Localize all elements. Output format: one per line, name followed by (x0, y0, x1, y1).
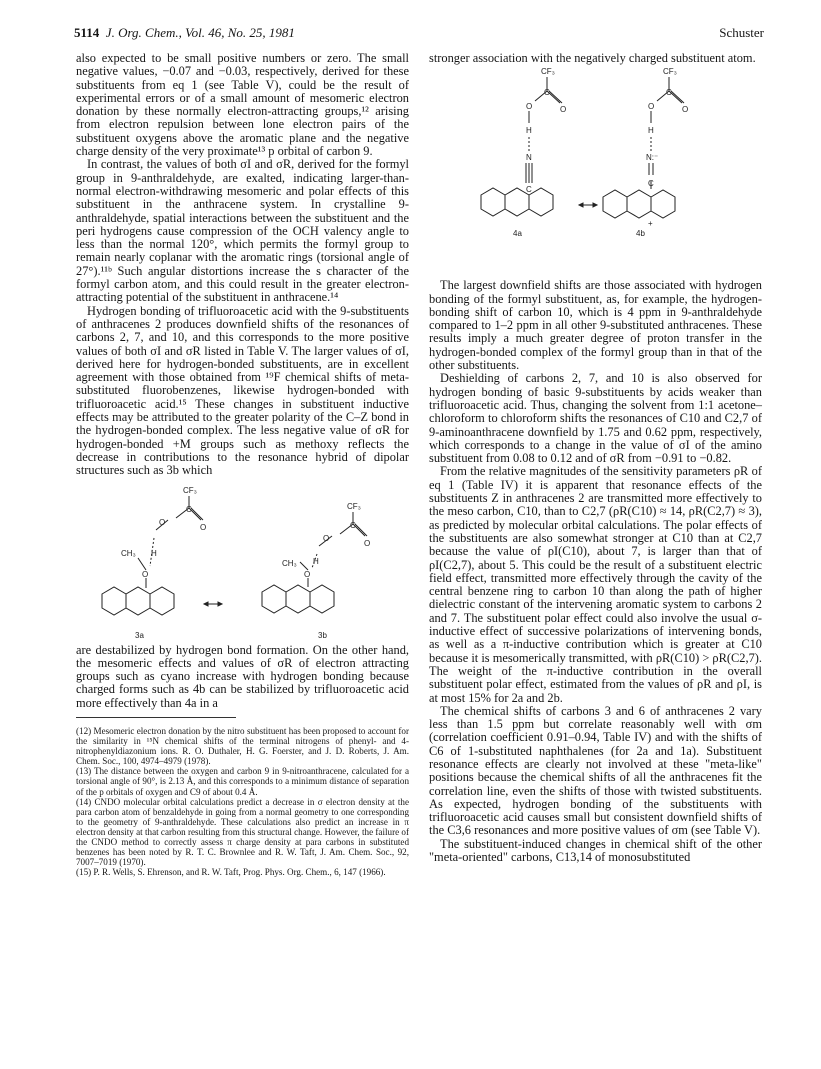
positive-charge-label: + (648, 219, 653, 229)
paragraph: The substituent-induced changes in chemical shift of the other "meta-oriented" carbons, C13,14 of monosubstituted (429, 836, 762, 865)
hydrogen-label: H (526, 126, 532, 136)
carbon-label: C (648, 179, 654, 189)
compound-label: 3a (135, 630, 144, 640)
methyl-label: CH₃ (282, 558, 297, 568)
oxygen-label: O (304, 569, 311, 579)
oxygen-label: O (200, 522, 207, 532)
oxygen-label: O (364, 538, 371, 548)
cf3-label: CF₃ (183, 485, 197, 495)
paragraph: In contrast, the values of both σI and σR, derived for the formyl group in 9-anthraldehyde, are exalted, indicating larger-than-normal electron-withdrawing mesomeric and polar effects of this substituent in the anthracene system. In crystalline 9-anthraldehyde, spatial interactions between the substituent and the peri hydrogens cause compression of the OCH valency angle to less than the normal 120°, which permits the formyl group to remain nearly coplanar with the aromatic rings (torsional angle of 27°).¹¹ᵇ Such angular distortions increase the s character of the formyl carbon atom, and this could result in the greater electron-attracting potential of the substituent in anthracene.¹⁴ (76, 157, 409, 305)
oxygen-label: O (648, 102, 655, 112)
structure-figure-3 (76, 478, 409, 644)
paragraph: stronger association with the negatively charged substituent atom. (429, 51, 756, 65)
footnote: (15) P. R. Wells, S. Ehrenson, and R. W. Taft, Prog. Phys. Org. Chem., 6, 147 (1966). (76, 867, 386, 878)
carbon-label: C (544, 88, 550, 98)
oxygen-label: O (526, 102, 533, 112)
compound-label: 4a (513, 229, 522, 239)
carbon-label: C (666, 88, 672, 98)
oxygen-label: O (159, 517, 166, 527)
nitrogen-label: N (526, 153, 532, 163)
compound-label: 3b (318, 630, 327, 640)
carbon-label: C (186, 504, 192, 514)
oxygen-label: O (323, 533, 330, 543)
footnote: (14) CNDO molecular orbital calculations predict a decrease in σ electron density at the para carbon atom of benzaldehyde in going from a normal geometry to one corresponding to the geometry of 9-anthraldehyde. These calculations also predict an increase in π electron density at that carbon resulting from this structural change. However, the failure of the CNDO method to correctly assess π charge density at para carbons in substituted benzenes has been noted by R. T. C. Brownlee and R. W. Taft, J. Am. Chem. Soc., 92, 7007–7019 (1970). (76, 796, 409, 868)
footnote: (13) The distance between the oxygen and carbon 9 in 9-nitroanthracene, calculated for a torsional angle of 90°, is 2.13 Å, and this corresponds to a minimum distance of separation of the p orbitals of oxygen and C9 of about 0.4 Å. (76, 766, 409, 797)
compound-label: 4b (636, 229, 645, 239)
paragraph: Hydrogen bonding of trifluoroacetic acid with the 9-substituents of anthracenes 2 produces downfield shifts of the resonances of carbons 2, 7, and 10, and this corresponds to the more positive values of both σI and σR listed in Table V. The larger values of σI, derived here for hydrogen-bonded substituents, are in excellent agreement with those obtained from ¹⁹F chemical shifts of meta-substituted fluorobenzenes, likewise hydrogen-bonded with trifluoroacetic acid.¹⁵ These changes in substituent inductive effects may be attributed to the greater polarity of the C–Z bond in the hydrogen-bonded complex. The less negative value of σR for hydrogen-bonded +M groups such as methoxy reflects the decrease in contributions to the resonance hybrid of dipolar structures such as 3b which (76, 303, 409, 478)
cf3-label: CF₃ (347, 501, 361, 511)
running-author: Schuster (719, 25, 764, 40)
oxygen-label: O (142, 569, 149, 579)
hydrogen-label: H (313, 556, 319, 566)
cf3-label: CF₃ (663, 67, 677, 77)
methyl-label: CH₃ (121, 548, 136, 558)
journal-citation: J. Org. Chem., Vol. 46, No. 25, 1981 (105, 25, 295, 40)
hydrogen-label: H (648, 126, 654, 136)
footnote: (12) Mesomeric electron donation by the nitro substituent has been proposed to account for the similarity in ¹⁵N chemical shifts of the terminal nitrogens of phenyl- and 4-nitrophenyldiazonium ions. R. O. Duthaler, H. G. Foerster, and J. D. Roberts, J. Am. Chem. Soc., 100, 4974–4979 (1978). (76, 725, 409, 767)
paragraph: are destabilized by hydrogen bond formation. On the other hand, the mesomeric effects and values of σR of electron attracting groups such as cyano increase with hydrogen bonding because charged forms such as 4b can be stabilized by trifluoroacetic acid more effectively than 4a in a (76, 642, 409, 710)
paragraph: The chemical shifts of carbons 3 and 6 of anthracenes 2 vary less than 1.5 ppm but correlate reasonably well with σm (correlation coefficient 0.91–0.94, Table IV) and with the shifts of C6 of 1-substituted naphthalenes (for 2a and 1a). Substituent resonance effects are clearly not involved at these "meta-like" positions because the chemical shifts of all the anthracenes fit the correlation line, even the shifts of those with twisted substituents. As expected, hydrogen bonding of the substituents with trifluoroacetic acid causes small but consistent downfield shifts of the C3,6 resonances and more positive values of σm (see Table V). (429, 703, 762, 838)
paragraph: The largest downfield shifts are those associated with hydrogen bonding of the formyl substituent, as, for example, the hydrogen-bonding shift of carbon 10, which is 4 ppm in 9-anthraldehyde compared to 1–2 ppm in all other 9-substituted anthracenes. These results imply a much greater degree of proton transfer in the hydrogen-bonded complex of the formyl group than in that of the other substituents. (429, 278, 762, 373)
oxygen-label: O (560, 105, 567, 115)
paragraph: Deshielding of carbons 2, 7, and 10 is also observed for hydrogen bonding of basic 9-substituents by acids weaker than trifluoroacetic acid. Thus, changing the solvent from 1:1 acetone–chloroform to chloroform shifts the resonances of C10 and C2,7 of 9-aminoanthracene downfield by 1.75 and 0.62 ppm, respectively, which corresponds to a change in the value of σI of the amino substituent from 0.08 to 0.12 and of σR from −0.91 to −0.82. (429, 371, 762, 466)
hydrogen-label: H (151, 548, 157, 558)
footnote-divider (76, 717, 236, 718)
carbon-label: C (526, 185, 532, 195)
page-number: 5114 (74, 25, 100, 40)
structure-figure-4 (429, 65, 762, 279)
right-column (429, 52, 762, 864)
nitrogen-anion-label: N:⁻ (646, 153, 659, 163)
carbon-label: C (350, 520, 356, 530)
oxygen-label: O (682, 105, 689, 115)
paragraph: From the relative magnitudes of the sensitivity parameters ρR of eq 1 (Table IV) it is apparent that resonance effects of the substituents Z in anthracenes 2 are transmitted more effectively to the meso carbon, C10, than to C2,7 (ρR(C10) ≈ 14, ρR(C2,7) ≈ 3), as predicted by molecular orbital calculations. The polar effects of the substituents are also somewhat stronger at C10 than at C2,7 because the value of ρI(C10), about 7, is larger than that of ρI(C2,7), about 5. This could be the result of a substituent electric field effect, transmitted more effectively through the cavity of the central benzene ring to carbon 10 than along the path of higher dielectric constant of the intervening aromatic system to carbons 2 and 7. The substituent polar effect could also involve the usual σ-inductive effect of successive polarizations of intervening bonds, as well as a π-inductive contribution which is greater at C10 because it is mesomerically transmitted, with ρR(C10) > ρR(C2,7). The weight of the π-inductive contribution in the overall substituent polar effect, estimated from the values of ρR and ρI, is at most 15% for 2a and 2b. (429, 464, 762, 705)
cf3-label: CF₃ (541, 67, 555, 77)
page-header (74, 25, 764, 41)
paragraph: also expected to be small positive numbers or zero. The small negative values, −0.07 and −0.03, respectively, derived for these substituents from eq 1 (see Table V), could be the result of experimental errors or of a small amount of mesomeric electron donation by these normally electron-attracting groups,¹² arising from electron repulsion between lone electron pairs of the substituent oxygens above the aromatic plane and the negative charge density of the very proximate¹³ p orbital of carbon 9. (76, 51, 409, 159)
left-column (76, 52, 409, 877)
